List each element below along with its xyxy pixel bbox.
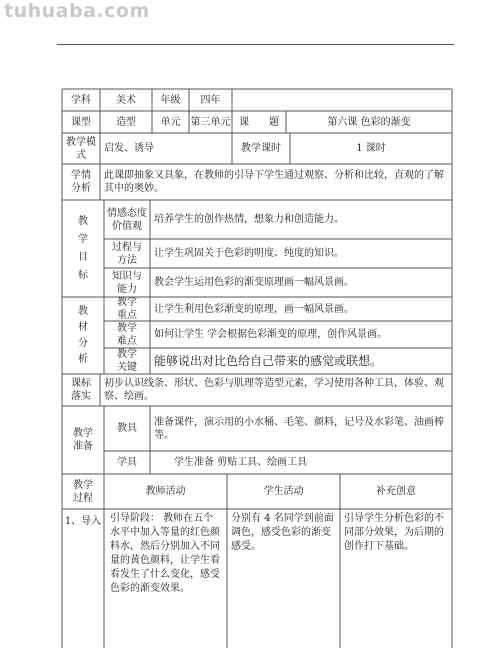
prep-teacher-label: 教具 [117,423,137,434]
process-label: 教学过程 [73,479,93,504]
step1-student-text: 分别有 4 名同学到前面调色，感受色彩的渐变感受。 [231,513,334,552]
grade-value: 四年 [200,94,221,106]
topic-label: 课 题 [239,116,279,128]
mode-value: 启发、诱导 [104,143,154,154]
watermark: tuhuaba.com [4,0,150,22]
unit-label: 单元 [160,116,181,128]
prep-label: 教学准备 [73,428,93,452]
analysis-label: 教材分析 [78,305,88,365]
analysis-label-focus: 教学重点 [117,297,137,321]
goal-label-knowledge: 知识与能力 [112,270,142,295]
grade-label: 年级 [160,94,181,106]
analysis-text-key: 能够说出对比色给自己带来的感觉或联想。 [154,353,383,368]
analysis-text-difficulty: 如何让学生 学会根据色彩渐变的原理，创作风景画。 [154,329,388,340]
goal-label-attitude: 情感态度价值观 [107,207,147,232]
mode-label: 教学模式 [66,136,96,161]
goal-text-attitude: 培养学生的创作热情，想象力和创造能力。 [154,214,344,225]
goal-label-process: 过程与方法 [112,241,142,266]
analysis-label-key: 教学关键 [117,349,137,373]
analysis-label-difficulty: 教学难点 [117,322,137,347]
standard-text: 初步认识线条、形状、色彩与肌理等造型元素，学习使用各种工具，体验、观察、绘画。 [104,378,444,402]
col-extra-ideas: 补充创意 [376,486,416,497]
goal-text-process: 让学生巩固关于色彩的明度、纯度的知识。 [154,248,344,259]
prep-student-label: 学具 [117,457,137,468]
col-teacher-activity: 教师活动 [145,486,186,497]
learner-analysis-label: 学情分析 [71,170,91,194]
type-label: 课型 [71,116,91,128]
goal-text-knowledge: 教会学生运用色彩的渐变原理画一幅风景画。 [154,277,354,288]
analysis-text-focus: 让学生利用色彩渐变的原理，画一幅风景画。 [154,303,354,315]
type-value: 造型 [116,116,136,128]
step1-label: 1、导入 [64,516,102,527]
topic-value: 第六课 色彩的渐变 [327,116,411,128]
goals-label: 教学目标 [78,215,88,281]
unit-value: 第三单元 [190,116,231,128]
standard-label: 课标落实 [71,378,91,402]
hours-label: 教学课时 [241,143,281,154]
learner-analysis-text: 此课即抽象又具象，在教师的引导下学生通过观察、分析和比较，直观的了解其中的奥妙。 [104,170,444,194]
subject-label: 学科 [71,94,91,106]
step1-teacher-text: 引导阶段： 教师在五个水平中加入等量的红色颜料水，然后分别加入不同量的黄色颜料，让学生看看发生了什么变化，感受色彩的渐变效果。 [110,513,220,594]
prep-student-text: 学生准备 剪贴工具、绘画工具 [174,457,308,468]
subject-value: 美术 [116,94,136,106]
hours-value: 1 课时 [356,143,386,154]
col-student-activity: 学生活动 [263,486,304,497]
step1-extra-text: 引导学生分析色彩的不同部分效果，为后期的创作打下基础。 [344,513,444,552]
prep-teacher-text: 准备课件，演示用的小水桶、毛笔、颜料，记号及水彩笔、油画棒等。 [154,416,444,441]
